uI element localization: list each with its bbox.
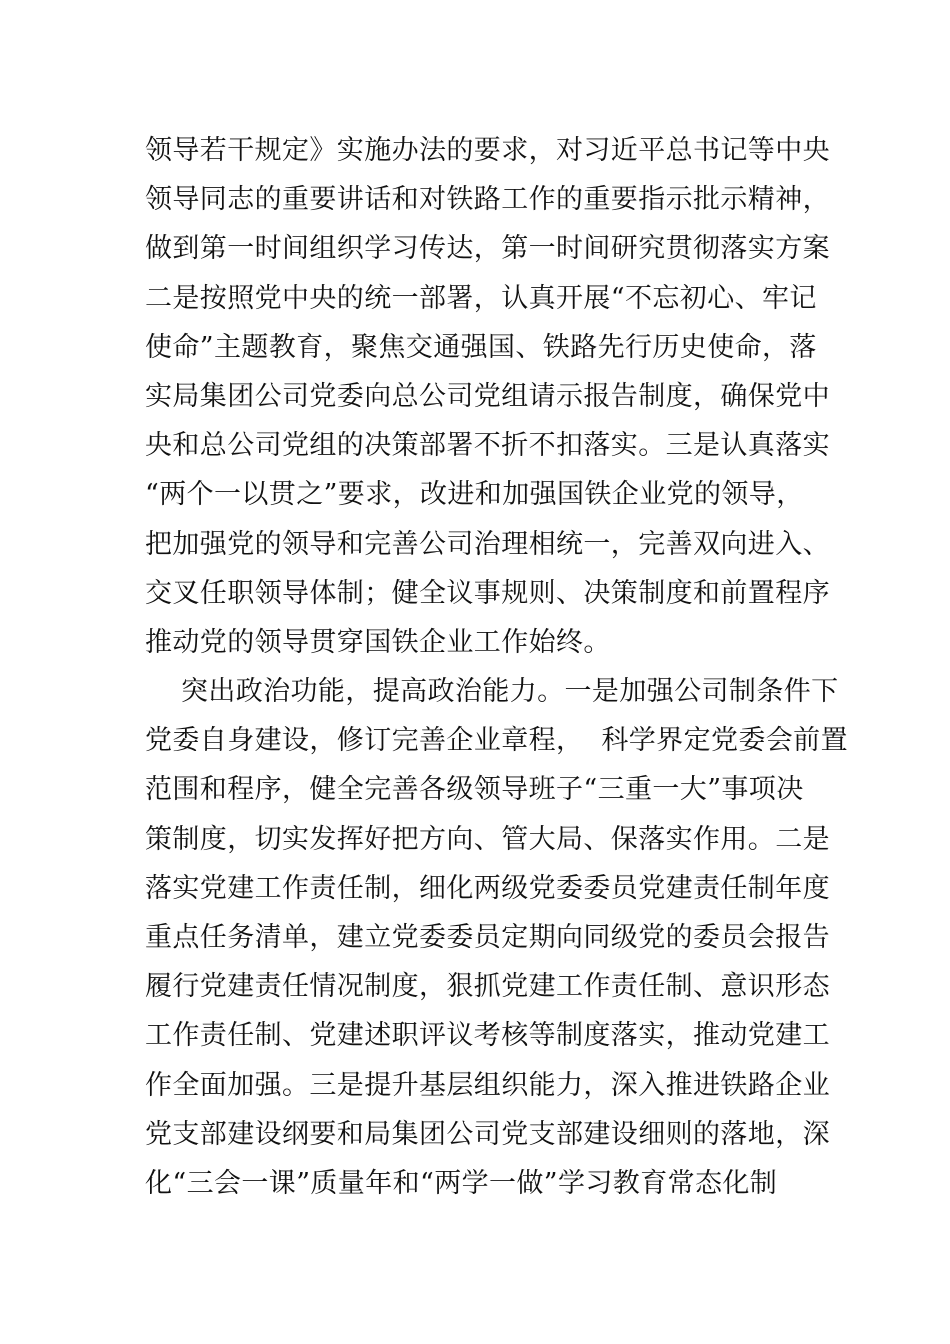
text-line: 推动党的领导贯穿国铁企业工作始终。 [145,626,611,658]
text-line: 领导若干规定》实施办法的要求，对习近平总书记等中央 [145,135,830,166]
text-line: 履行党建责任情况制度，狠抓党建工作责任制、意识形态 [145,971,830,1003]
document-body [145,126,848,1208]
text-line: 工作责任制、党建述职评议考核等制度落实，推动党建工 [145,1020,830,1052]
text-line: 领导同志的重要讲话和对铁路工作的重要指示批示精神， [145,184,830,216]
text-line: 党支部建设纲要和局集团公司党支部建设细则的落地，深 [145,1118,830,1150]
text-line: 化“三会一课”质量年和“两学一做”学习教育常态化制 [145,1167,778,1199]
text-line: 实局集团公司党委向总公司党组请示报告制度，确保党中 [145,380,830,412]
text-line: 交叉任职领导体制；健全议事规则、决策制度和前置程序 [145,577,830,609]
text-line: 重点任务清单，建立党委委员定期向同级党的委员会报告 [145,922,830,953]
text-line: 落实党建工作责任制，细化两级党委委员党建责任制年度 [145,872,830,904]
text-line: 央和总公司党组的决策部署不折不扣落实。三是认真落实 [145,430,830,462]
text-line: 二是按照党中央的统一部署，认真开展“不忘初心、牢记 [145,282,817,314]
text-line: 策制度，切实发挥好把方向、管大局、保落实作用。二是 [145,823,830,855]
text-line: “两个一以贯之”要求，改进和加强国铁企业党的领导， [145,479,804,511]
text-line: 使命”主题教育，聚焦交通强国、铁路先行历史使命，落 [145,331,817,363]
text-line: 把加强党的领导和完善公司治理相统一，完善双向进入、 [145,528,830,560]
paragraph-start-line: 突出政治功能，提高政治能力。一是加强公司制条件下 [145,676,839,708]
text-line: 党委自身建设，修订完善企业章程， 科学界定党委会前置 [145,725,848,757]
text-line: 作全面加强。三是提升基层组织能力，深入推进铁路企业 [145,1069,830,1101]
text-line: 范围和程序，健全完善各级领导班子“三重一大”事项决 [145,774,804,806]
text-line: 做到第一时间组织学习传达，第一时间研究贯彻落实方案 [145,233,830,265]
